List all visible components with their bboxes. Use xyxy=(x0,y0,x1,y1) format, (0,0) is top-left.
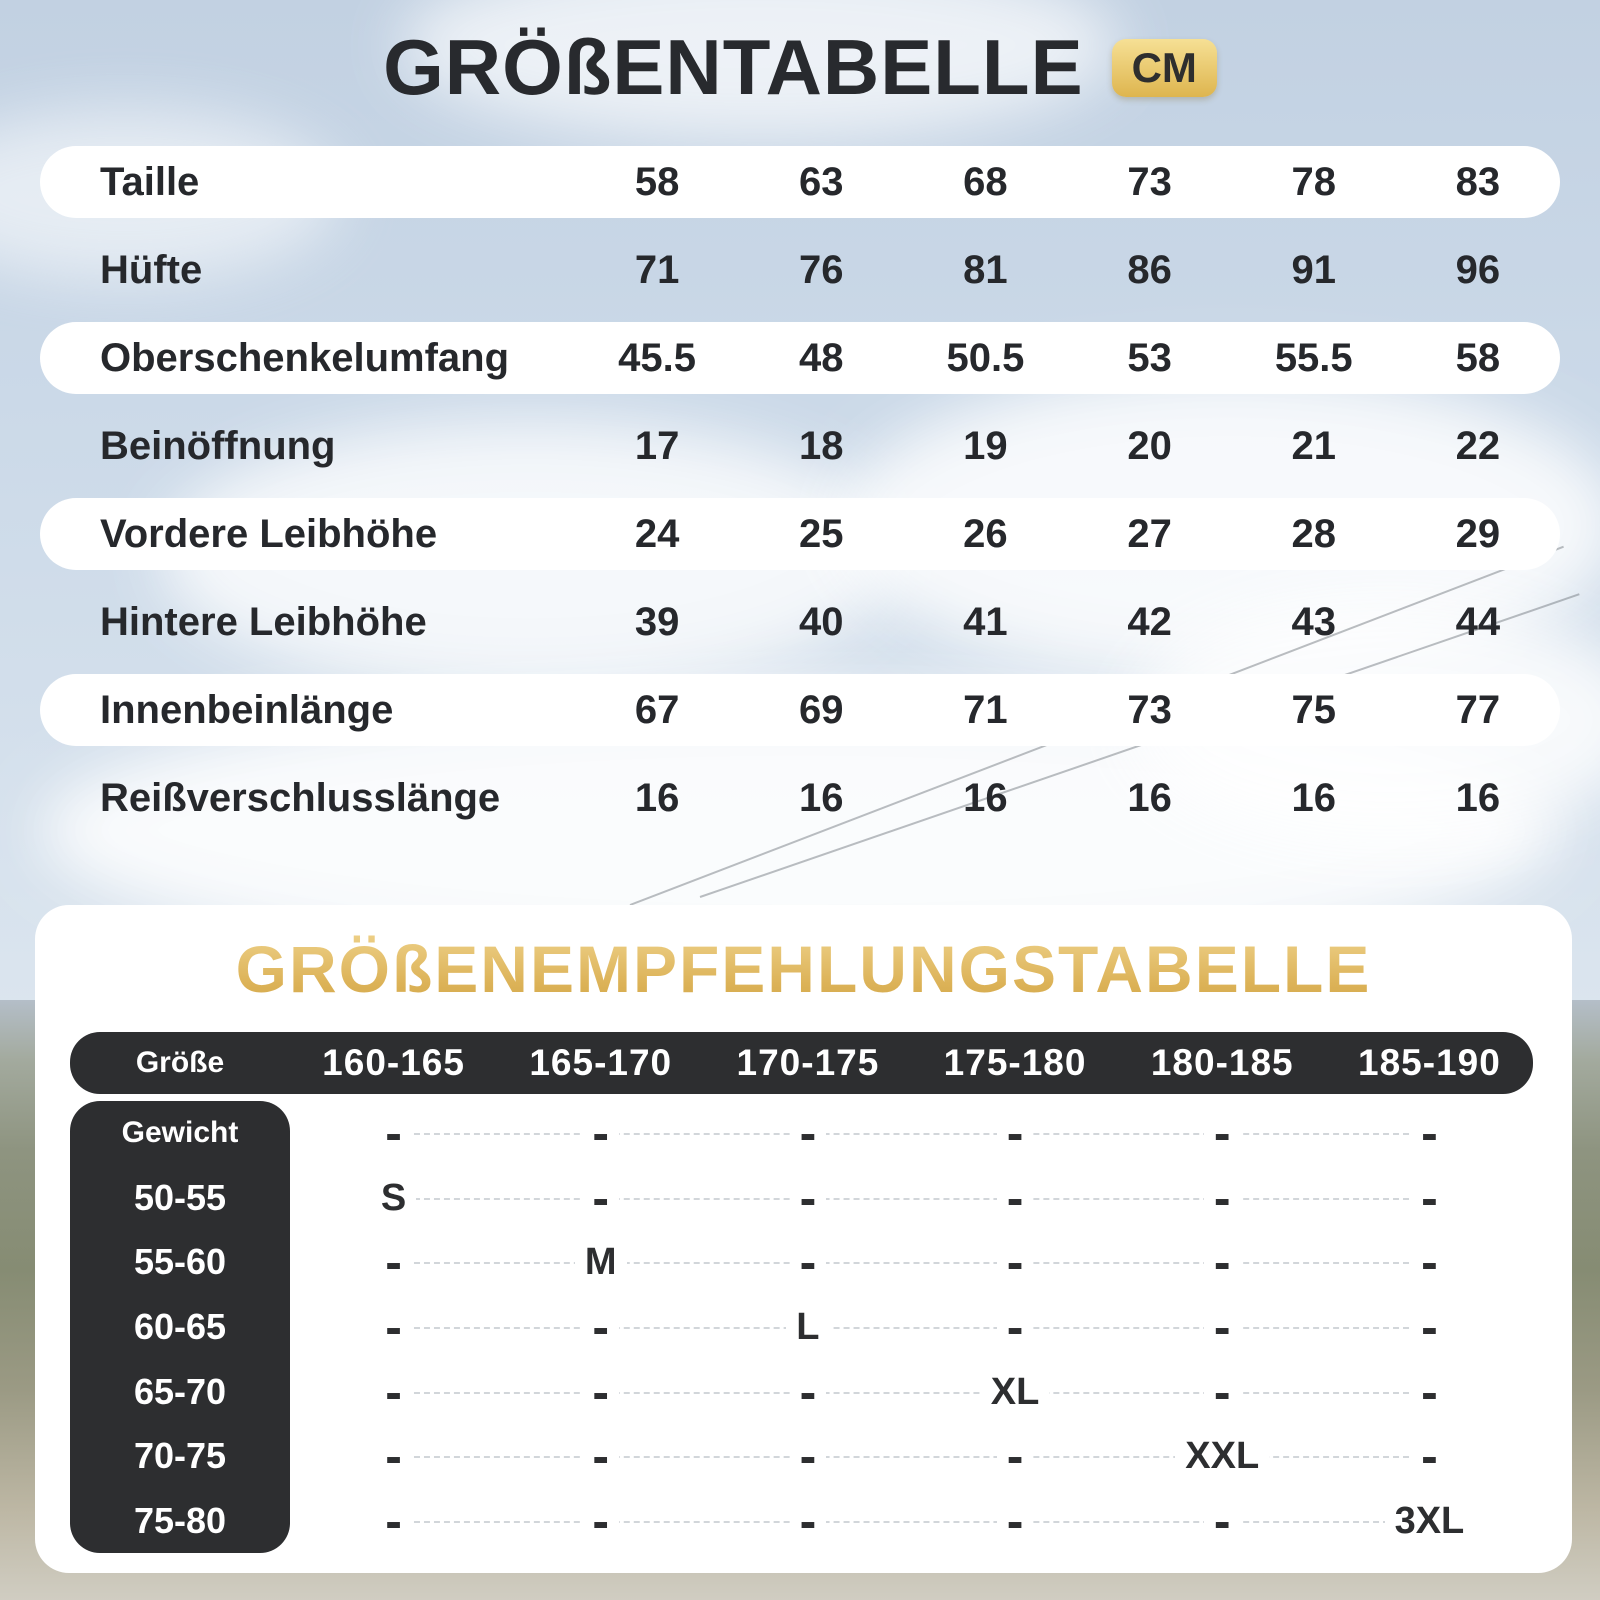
recommendation-row xyxy=(290,1230,1533,1295)
measurement-value: 45.5 xyxy=(618,335,696,380)
measurement-row xyxy=(40,322,1560,394)
empty-cell-dash: - xyxy=(1204,1302,1241,1352)
height-column-header: 160-165 xyxy=(322,1042,465,1083)
recommendation-grid xyxy=(290,1101,1533,1553)
measurement-value: 41 xyxy=(963,599,1008,644)
measurement-value: 73 xyxy=(1127,159,1172,204)
measurement-value: 63 xyxy=(798,159,844,204)
height-column-header: 185-190 xyxy=(1358,1042,1501,1083)
empty-cell-dash: - xyxy=(375,1302,412,1352)
measurement-row-label: Beinöffnung xyxy=(100,423,336,468)
measurement-table xyxy=(40,146,1560,850)
empty-cell-dash: - xyxy=(1411,1367,1448,1417)
measurement-row-label: Innenbeinlänge xyxy=(100,687,394,732)
measurement-row xyxy=(40,146,1560,218)
measurement-value: 22 xyxy=(1455,423,1501,468)
measurement-value: 48 xyxy=(798,335,844,380)
measurement-value: 25 xyxy=(798,511,844,556)
empty-cell-dash: - xyxy=(997,1496,1034,1546)
weight-row-label: 55-60 xyxy=(133,1241,227,1283)
recommendation-title: GRÖßENEMPFEHLUNGSTABELLE xyxy=(35,931,1572,1007)
empty-cell-dash: - xyxy=(790,1108,827,1158)
unit-badge: CM xyxy=(1112,39,1217,97)
measurement-value: 16 xyxy=(798,775,844,820)
empty-cell-dash: - xyxy=(582,1496,619,1546)
corner-label: Größe xyxy=(135,1046,225,1079)
measurement-value: 19 xyxy=(963,423,1008,468)
measurement-value: 17 xyxy=(634,423,680,468)
empty-cell-dash: - xyxy=(997,1108,1034,1158)
measurement-value: 18 xyxy=(798,423,844,468)
weight-column xyxy=(70,1101,290,1553)
empty-cell-dash: - xyxy=(997,1237,1034,1287)
measurement-row-label: Vordere Leibhöhe xyxy=(100,511,438,556)
measurement-value: 58 xyxy=(634,159,680,204)
measurement-value: 44 xyxy=(1455,599,1501,644)
recommendation-card xyxy=(35,905,1572,1573)
measurement-row xyxy=(40,410,1560,482)
recommendation-row xyxy=(290,1359,1533,1424)
size-cell: S xyxy=(371,1179,416,1217)
measurement-value: 42 xyxy=(1127,599,1172,644)
weight-row-label: 75-80 xyxy=(133,1499,227,1541)
empty-cell-dash: - xyxy=(582,1302,619,1352)
measurement-value: 86 xyxy=(1127,247,1172,292)
measurement-value: 91 xyxy=(1291,247,1336,292)
empty-cell-dash: - xyxy=(790,1367,827,1417)
empty-cell-dash: - xyxy=(790,1496,827,1546)
weight-row-label: 50-55 xyxy=(133,1176,227,1218)
measurement-value: 28 xyxy=(1291,511,1336,556)
measurement-value: 55.5 xyxy=(1274,335,1353,380)
measurement-value: 83 xyxy=(1455,159,1501,204)
empty-cell-dash: - xyxy=(375,1108,412,1158)
measurement-value: 71 xyxy=(963,687,1008,732)
empty-cell-dash: - xyxy=(1411,1108,1448,1158)
empty-cell-dash: - xyxy=(790,1237,827,1287)
recommendation-row xyxy=(290,1424,1533,1489)
recommendation-row xyxy=(290,1295,1533,1360)
measurement-value: 78 xyxy=(1291,159,1336,204)
empty-cell-dash: - xyxy=(1204,1496,1241,1546)
empty-cell-dash: - xyxy=(582,1108,619,1158)
size-cell: XL xyxy=(981,1373,1050,1411)
measurement-value: 16 xyxy=(634,775,680,820)
empty-cell-dash: - xyxy=(790,1173,827,1223)
empty-cell-dash: - xyxy=(1204,1237,1241,1287)
empty-cell-dash: - xyxy=(582,1431,619,1481)
measurement-row-label: Oberschenkelumfang xyxy=(100,335,510,380)
measurement-value: 40 xyxy=(798,599,844,644)
measurement-value: 69 xyxy=(798,687,844,732)
empty-cell-dash: - xyxy=(997,1173,1034,1223)
empty-cell-dash: - xyxy=(375,1496,412,1546)
measurement-value: 16 xyxy=(1127,775,1172,820)
measurement-value: 68 xyxy=(963,159,1008,204)
empty-cell-dash: - xyxy=(790,1431,827,1481)
size-cell: L xyxy=(786,1308,829,1346)
empty-cell-dash: - xyxy=(1204,1367,1241,1417)
weight-row-label: 60-65 xyxy=(133,1305,227,1347)
empty-cell-dash: - xyxy=(1411,1302,1448,1352)
empty-cell-dash: - xyxy=(375,1237,412,1287)
measurement-value: 16 xyxy=(1291,775,1336,820)
empty-cell-dash: - xyxy=(582,1173,619,1223)
measurement-row xyxy=(40,674,1560,746)
measurement-row xyxy=(40,762,1560,834)
size-table-title: GRÖßENTABELLE xyxy=(383,23,1084,111)
measurement-value: 67 xyxy=(634,687,680,732)
measurement-value: 96 xyxy=(1455,247,1501,292)
empty-cell-dash: - xyxy=(1411,1173,1448,1223)
measurement-value: 16 xyxy=(1455,775,1501,820)
empty-cell-dash: - xyxy=(1204,1173,1241,1223)
measurement-value: 75 xyxy=(1291,687,1336,732)
measurement-value: 76 xyxy=(798,247,844,292)
measurement-value: 53 xyxy=(1127,335,1172,380)
size-cell: M xyxy=(575,1243,627,1281)
measurement-row xyxy=(40,498,1560,570)
height-column-header: 180-185 xyxy=(1150,1042,1294,1083)
weight-row-label: Gewicht xyxy=(121,1116,239,1150)
height-column-header: 165-170 xyxy=(529,1042,673,1083)
measurement-value: 58 xyxy=(1455,335,1501,380)
measurement-row-label: Hintere Leibhöhe xyxy=(100,599,427,644)
recommendation-row xyxy=(290,1488,1533,1553)
measurement-row-label: Taille xyxy=(100,159,200,204)
measurement-value: 16 xyxy=(963,775,1008,820)
measurement-value: 73 xyxy=(1127,687,1172,732)
empty-cell-dash: - xyxy=(1411,1431,1448,1481)
size-table-header xyxy=(0,22,1600,113)
empty-cell-dash: - xyxy=(375,1367,412,1417)
empty-cell-dash: - xyxy=(997,1302,1034,1352)
measurement-row-label: Reißverschlusslänge xyxy=(100,775,501,820)
recommendation-row xyxy=(290,1101,1533,1166)
height-column-header: 175-180 xyxy=(943,1042,1087,1083)
empty-cell-dash: - xyxy=(997,1431,1034,1481)
empty-cell-dash: - xyxy=(582,1367,619,1417)
measurement-value: 77 xyxy=(1455,687,1501,732)
recommendation-header-row xyxy=(70,1032,1533,1094)
measurement-value: 39 xyxy=(634,599,680,644)
measurement-value: 24 xyxy=(634,511,680,556)
recommendation-row xyxy=(290,1166,1533,1231)
measurement-value: 20 xyxy=(1127,423,1172,468)
measurement-row xyxy=(40,234,1560,306)
measurement-value: 29 xyxy=(1455,511,1501,556)
weight-row-label: 70-75 xyxy=(133,1435,227,1477)
measurement-value: 21 xyxy=(1291,423,1336,468)
empty-cell-dash: - xyxy=(1411,1237,1448,1287)
measurement-value: 43 xyxy=(1291,599,1336,644)
empty-cell-dash: - xyxy=(1204,1108,1241,1158)
measurement-value: 50.5 xyxy=(946,335,1025,380)
measurement-value: 27 xyxy=(1127,511,1172,556)
size-cell: 3XL xyxy=(1385,1502,1475,1540)
height-column-header: 170-175 xyxy=(736,1042,880,1083)
measurement-row-label: Hüfte xyxy=(100,247,203,292)
measurement-value: 26 xyxy=(963,511,1008,556)
empty-cell-dash: - xyxy=(375,1431,412,1481)
weight-row-label: 65-70 xyxy=(133,1370,227,1412)
measurement-row xyxy=(40,586,1560,658)
measurement-value: 71 xyxy=(634,247,680,292)
measurement-value: 81 xyxy=(963,247,1008,292)
size-cell: XXL xyxy=(1175,1437,1269,1475)
